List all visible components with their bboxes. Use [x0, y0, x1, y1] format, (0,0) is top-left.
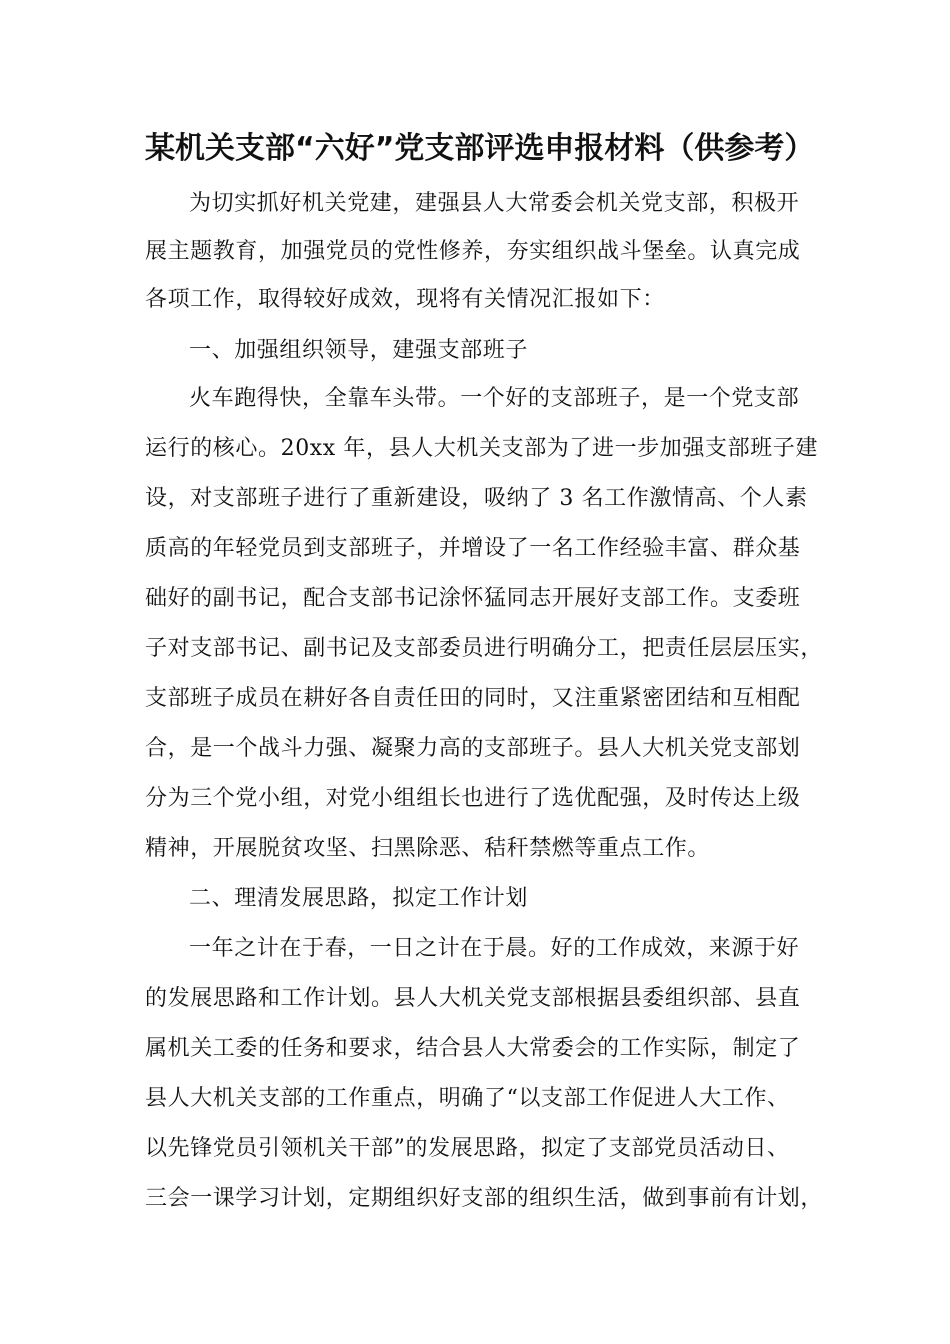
section-heading: 二、理清发展思路，拟定工作计划	[189, 886, 529, 911]
paragraph-line: 火车跑得快，全靠车头带。一个好的支部班子，是一个党支部	[189, 386, 800, 411]
paragraph-line: 支部班子成员在耕好各自责任田的同时，又注重紧密团结和互相配	[145, 686, 801, 711]
paragraph-line: 各项工作，取得较好成效，现将有关情况汇报如下：	[145, 287, 665, 312]
paragraph-line: 运行的核心。20xx 年，县人大机关支部为了进一步加强支部班子建	[145, 436, 819, 461]
paragraph-line: 精神，开展脱贫攻坚、扫黑除恶、秸秆禁燃等重点工作。	[145, 836, 711, 861]
paragraph-line: 三会一课学习计划，定期组织好支部的组织生活，做到事前有计划，	[145, 1186, 824, 1211]
paragraph-line: 质高的年轻党员到支部班子，并增设了一名工作经验丰富、群众基	[145, 536, 801, 561]
paragraph-line: 础好的副书记，配合支部书记涂怀猛同志开展好支部工作。支委班	[145, 586, 801, 611]
paragraph-line: 展主题教育，加强党员的党性修养，夯实组织战斗堡垒。认真完成	[145, 239, 801, 264]
paragraph-line: 以先锋党员引领机关干部”的发展思路，拟定了支部党员活动日、	[145, 1136, 790, 1161]
paragraph-line: 子对支部书记、副书记及支部委员进行明确分工，把责任层层压实，	[145, 636, 824, 661]
section-heading: 一、加强组织领导，建强支部班子	[189, 338, 529, 363]
paragraph-line: 的发展思路和工作计划。县人大机关党支部根据县委组织部、县直	[145, 986, 801, 1011]
paragraph-line: 分为三个党小组，对党小组组长也进行了选优配强，及时传达上级	[145, 786, 801, 811]
paragraph-line: 合，是一个战斗力强、凝聚力高的支部班子。县人大机关党支部划	[145, 736, 801, 761]
paragraph-line: 属机关工委的任务和要求，结合县人大常委会的工作实际，制定了	[145, 1036, 801, 1061]
paragraph-line: 县人大机关支部的工作重点，明确了“以支部工作促进人大工作、	[145, 1086, 790, 1111]
paragraph-line: 一年之计在于春，一日之计在于晨。好的工作成效，来源于好	[189, 936, 800, 961]
document-title: 某机关支部“六好”党支部评选申报材料（供参考）	[145, 131, 815, 166]
paragraph-line: 为切实抓好机关党建，建强县人大常委会机关党支部，积极开	[189, 191, 800, 216]
paragraph-line: 设，对支部班子进行了重新建设，吸纳了 3 名工作激情高、个人素	[145, 486, 808, 511]
